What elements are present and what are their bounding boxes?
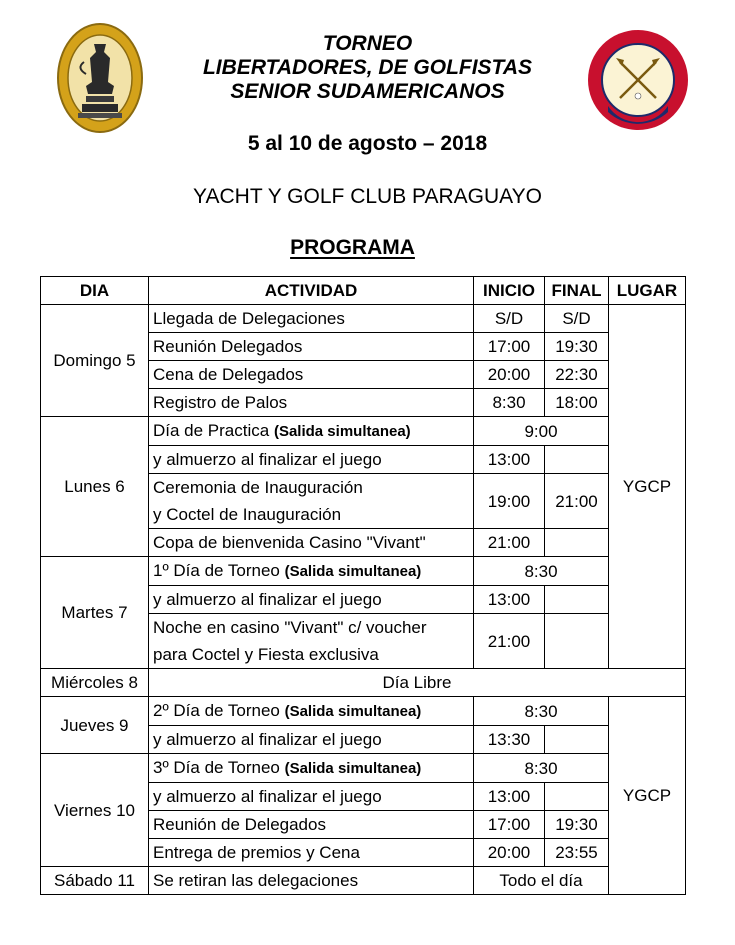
header-lugar: LUGAR [609,277,686,305]
table-row [41,417,686,446]
activity-cell: 1º Día de Torneo (Salida simultanea) [149,557,474,586]
final-cell: S/D [545,305,609,333]
final-cell [545,783,609,811]
activity-cell: y almuerzo al finalizar el juego [149,726,474,754]
activity-cell: Copa de bienvenida Casino "Vivant" [149,529,474,557]
activity-cell: Llegada de Delegaciones [149,305,474,333]
final-cell: 21:00 [545,474,609,529]
asociacion-senior-logo [586,28,690,132]
activity-cell: Registro de Palos [149,389,474,417]
final-cell [545,614,609,669]
table-row [41,754,686,783]
activity-cell: para Coctel y Fiesta exclusiva [149,641,474,669]
inicio-cell: 21:00 [474,529,545,557]
activity-cell: Ceremonia de Inauguración [149,474,474,502]
day-viernes: Viernes 10 [41,754,149,867]
lugar-ygcp-block2: YGCP [609,697,686,895]
activity-cell: Se retiran las delegaciones [149,867,474,895]
final-cell: 19:30 [545,811,609,839]
activity-cell: y Coctel de Inauguración [149,501,474,529]
header-final: FINAL [545,277,609,305]
activity-cell: y almuerzo al finalizar el juego [149,783,474,811]
activity-cell: Reunión Delegados [149,333,474,361]
time-cell: 9:00 [474,417,609,446]
club-trophy-logo [56,22,144,134]
tournament-title-line1: TORNEO [322,32,413,55]
inicio-cell: 8:30 [474,389,545,417]
activity-cell: Reunión de Delegados [149,811,474,839]
day-domingo: Domingo 5 [41,305,149,417]
day-jueves: Jueves 9 [41,697,149,754]
header-dia: DIA [41,277,149,305]
table-row [41,305,686,333]
inicio-cell: 20:00 [474,361,545,389]
final-cell [545,586,609,614]
dia-libre-cell: Día Libre [149,669,686,697]
activity-cell: Cena de Delegados [149,361,474,389]
inicio-cell: 19:00 [474,474,545,529]
time-cell: 8:30 [474,754,609,783]
tournament-title-line2: LIBERTADORES, DE GOLFISTAS [202,56,533,79]
final-cell: 19:30 [545,333,609,361]
activity-cell: y almuerzo al finalizar el juego [149,586,474,614]
final-cell: 18:00 [545,389,609,417]
inicio-cell: S/D [474,305,545,333]
activity-cell: Noche en casino "Vivant" c/ voucher [149,614,474,642]
activity-cell: Día de Practica (Salida simultanea) [149,417,474,446]
program-table [40,276,686,895]
tournament-title-line3: SENIOR SUDAMERICANOS [230,80,505,103]
time-cell: Todo el día [474,867,609,895]
table-row [41,697,686,726]
final-cell [545,529,609,557]
activity-cell: y almuerzo al finalizar el juego [149,446,474,474]
day-miercoles: Miércoles 8 [41,669,149,697]
day-martes: Martes 7 [41,557,149,669]
inicio-cell: 17:00 [474,333,545,361]
final-cell [545,726,609,754]
activity-cell: 2º Día de Torneo (Salida simultanea) [149,697,474,726]
activity-cell: Entrega de premios y Cena [149,839,474,867]
time-cell: 8:30 [474,557,609,586]
inicio-cell: 13:30 [474,726,545,754]
inicio-cell: 13:00 [474,446,545,474]
day-sabado: Sábado 11 [41,867,149,895]
time-cell: 8:30 [474,697,609,726]
activity-cell: 3º Día de Torneo (Salida simultanea) [149,754,474,783]
table-row [41,557,686,586]
programa-heading: PROGRAMA [290,236,415,259]
day-lunes: Lunes 6 [41,417,149,557]
header-actividad: ACTIVIDAD [149,277,474,305]
final-cell [545,446,609,474]
table-row [41,867,686,895]
table-header-row [41,277,686,305]
inicio-cell: 13:00 [474,783,545,811]
inicio-cell: 21:00 [474,614,545,669]
inicio-cell: 20:00 [474,839,545,867]
lugar-ygcp-block1: YGCP [609,305,686,669]
inicio-cell: 13:00 [474,586,545,614]
final-cell: 22:30 [545,361,609,389]
inicio-cell: 17:00 [474,811,545,839]
tournament-dates: 5 al 10 de agosto – 2018 [247,132,488,155]
table-row [41,669,686,697]
club-name: YACHT Y GOLF CLUB PARAGUAYO [193,185,542,208]
final-cell: 23:55 [545,839,609,867]
header-inicio: INICIO [474,277,545,305]
